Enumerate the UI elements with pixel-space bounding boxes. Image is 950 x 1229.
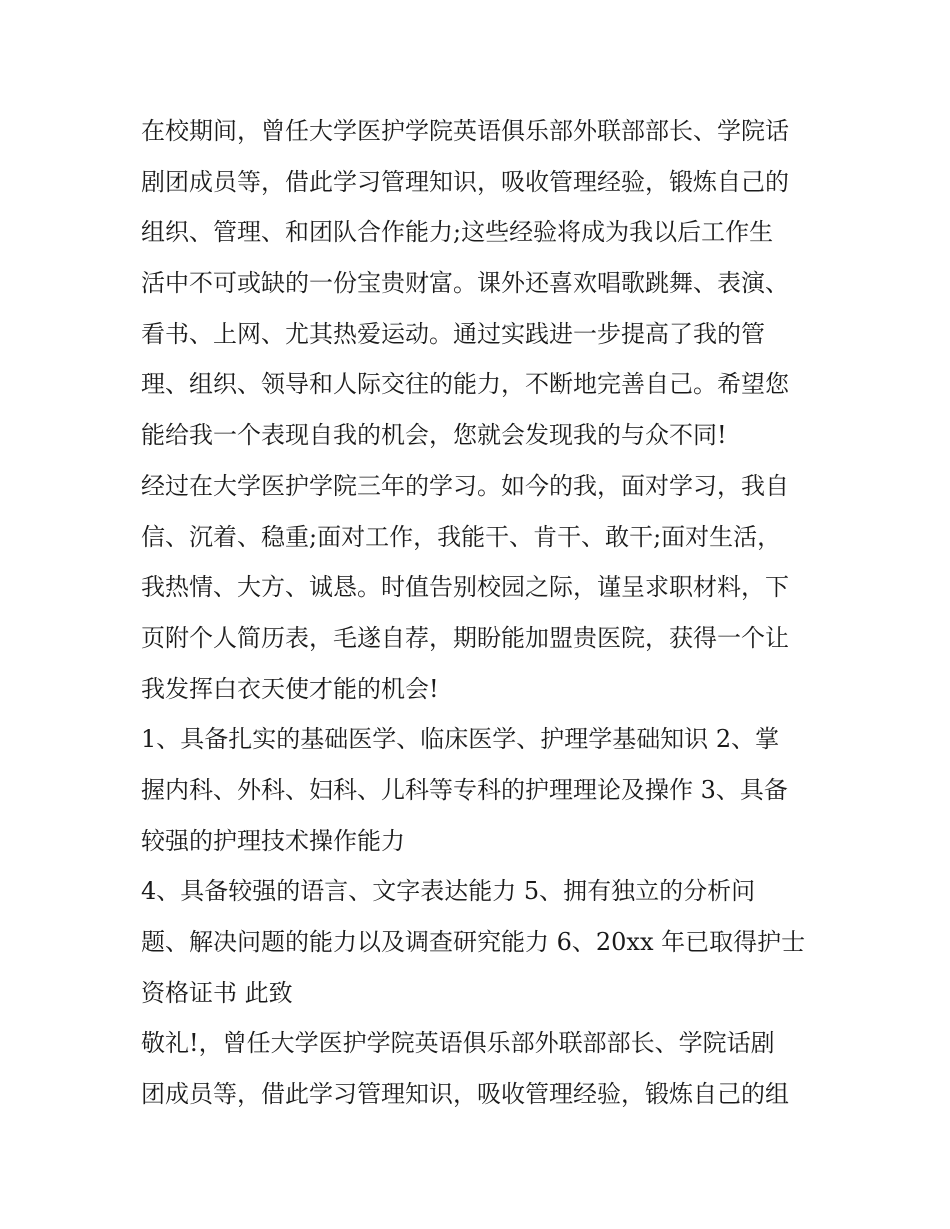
text-line: 经过在大学医护学院三年的学习。如今的我，面对学习，我自 [141, 471, 789, 500]
document-body [141, 106, 821, 1120]
text-line: 组织、管理、和团队合作能力;这些经验将成为我以后工作生 [141, 218, 774, 247]
text-line: 敬礼!，曾任大学医护学院英语俱乐部外联部部长、学院话剧 [141, 1029, 775, 1058]
text-line: 活中不可或缺的一份宝贵财富。课外还喜欢唱歌跳舞、表演、 [141, 269, 789, 298]
text-line: 在校期间，曾任大学医护学院英语俱乐部外联部部长、学院话 [141, 117, 789, 145]
text-line: 剧团成员等，借此学习管理知识，吸收管理经验，锻炼自己的 [141, 167, 789, 196]
text-line: 看书、上网、尤其热爱运动。通过实践进一步提高了我的管 [141, 319, 765, 348]
text-line: 团成员等，借此学习管理知识，吸收管理经验，锻炼自己的组 [141, 1080, 789, 1109]
text-line: 理、组织、领导和人际交往的能力，不断地完善自己。希望您 [141, 370, 789, 399]
text-line: 页附个人简历表，毛遂自荐，期盼能加盟贵医院，获得一个让 [141, 623, 789, 652]
text-line: 题、解决问题的能力以及调查研究能力 6、20xx 年已取得护士 [141, 928, 806, 956]
text-line: 较强的护理技术操作能力 [141, 826, 405, 855]
text-line: 1、具备扎实的基础医学、临床医学、护理学基础知识 2、掌 [141, 725, 780, 754]
text-line: 资格证书 此致 [141, 978, 293, 1007]
text-line: 握内科、外科、妇科、儿科等专科的护理理论及操作 3、具备 [141, 775, 788, 804]
text-line: 4、具备较强的语言、文字表达能力 5、拥有独立的分析问 [141, 877, 756, 906]
text-line: 信、沉着、稳重;面对工作，我能干、肯干、敢干;面对生活， [141, 522, 782, 551]
text-line: 我发挥白衣天使才能的机会! [141, 674, 439, 703]
text-line: 我热情、大方、诚恳。时值告别校园之际，谨呈求职材料，下 [141, 573, 789, 602]
text-line: 能给我一个表现自我的机会，您就会发现我的与众不同! [141, 421, 727, 450]
